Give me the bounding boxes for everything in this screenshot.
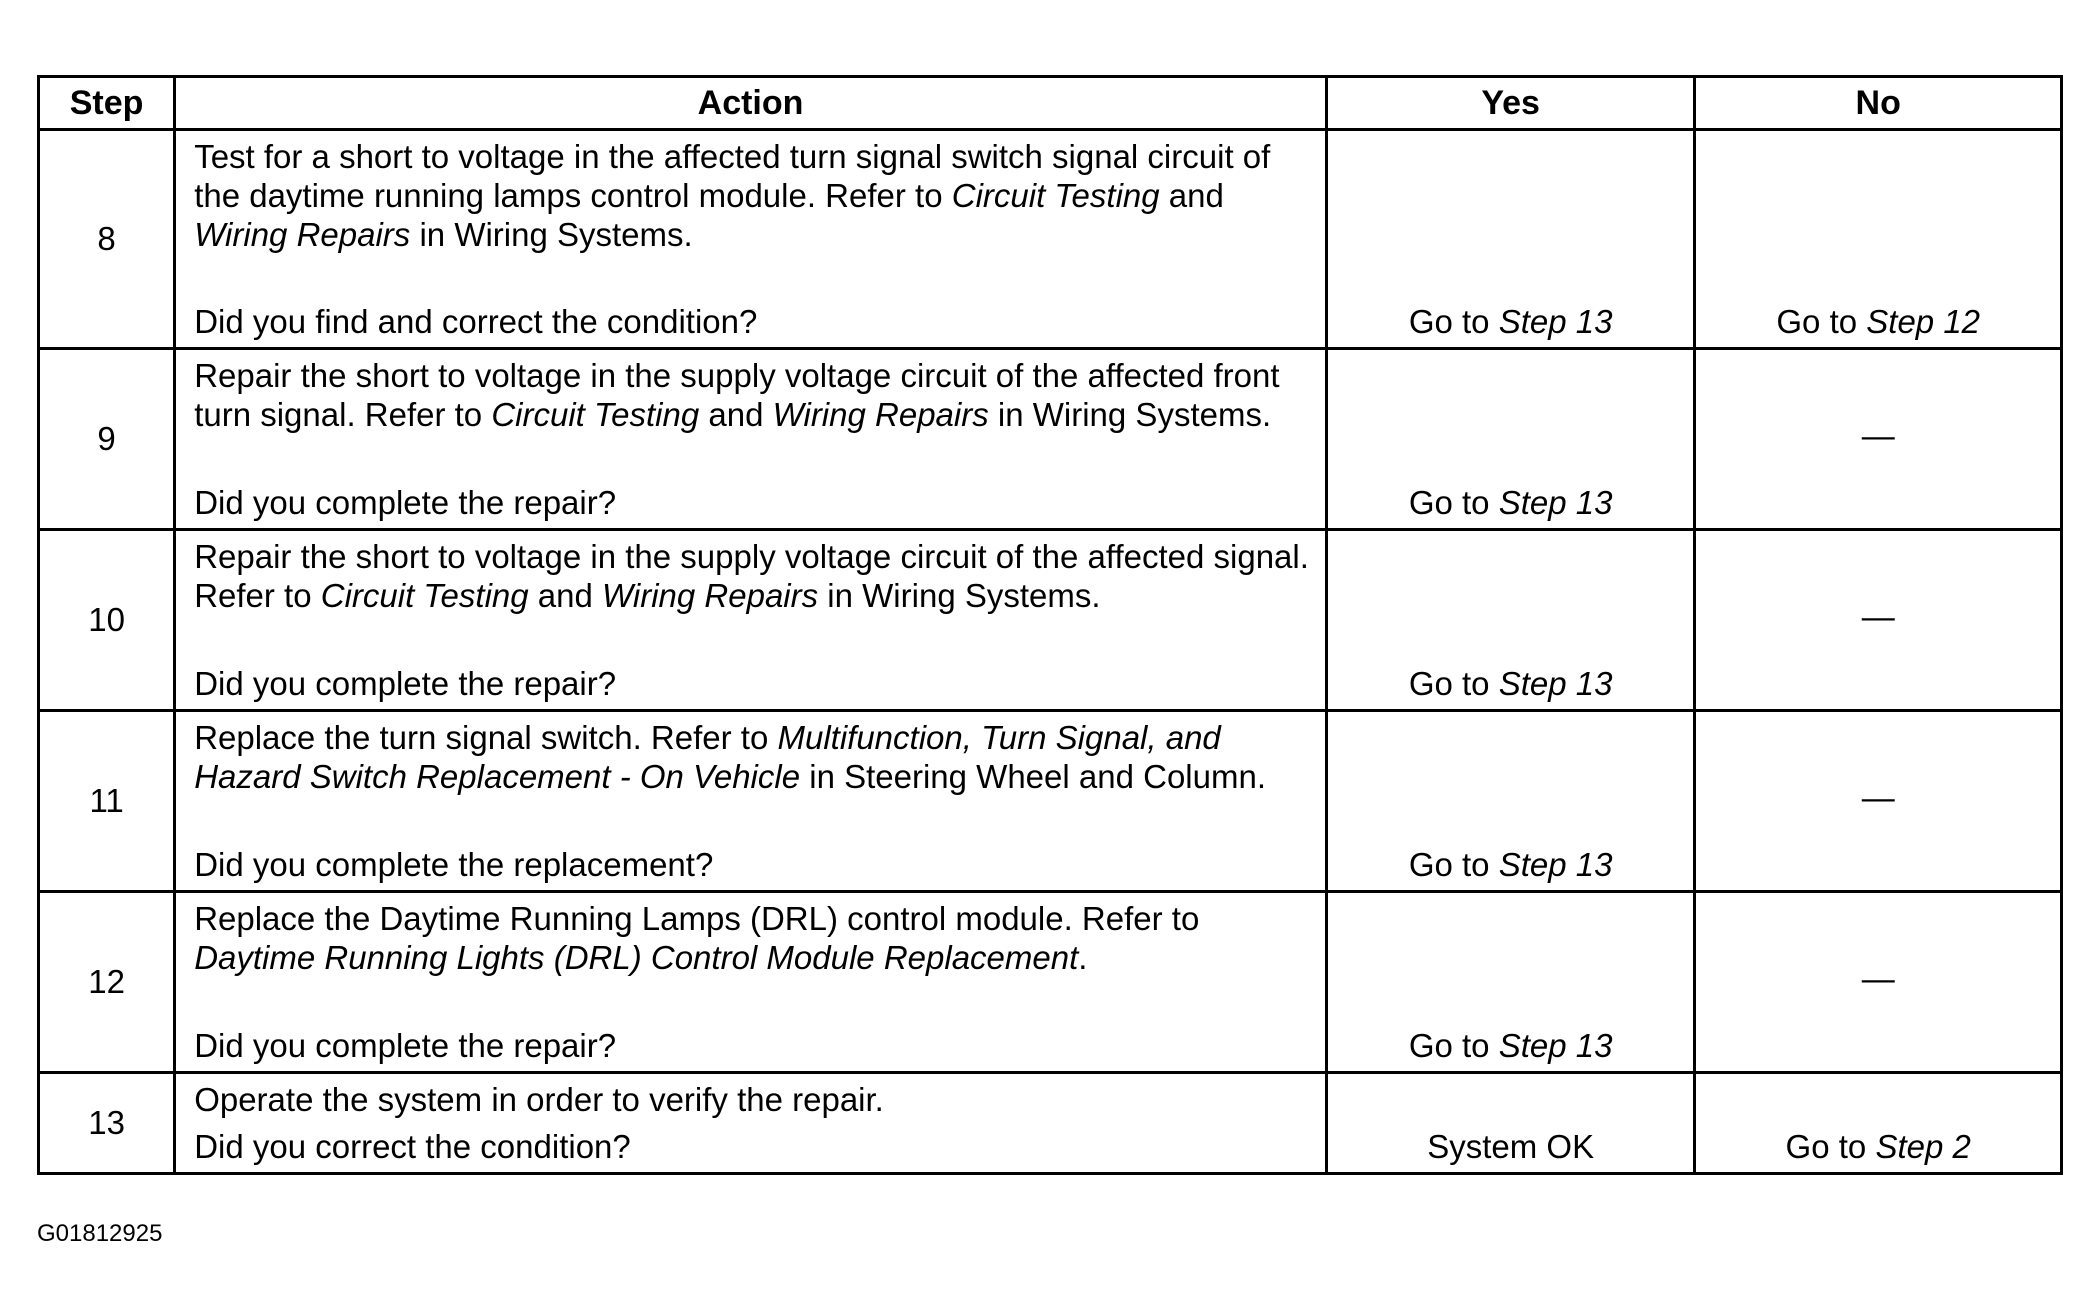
text-run: Operate the system in order to verify the repair. xyxy=(194,1081,884,1118)
table-row xyxy=(39,130,2062,349)
reference-link-text: Step 13 xyxy=(1498,303,1613,340)
step-number: 11 xyxy=(39,711,175,892)
figure-id: G01812925 xyxy=(37,1220,163,1247)
action-question: Did you complete the repair? xyxy=(194,665,617,702)
no-result xyxy=(1695,711,2062,892)
reference-link-text: Step 13 xyxy=(1498,846,1613,883)
text-run: Go to xyxy=(1408,484,1499,521)
text-run: Go to xyxy=(1408,665,1499,702)
header-row xyxy=(39,77,2062,130)
text-run: Repair the short to voltage in the supply voltage circuit of the affected signal. Refer to xyxy=(194,538,1309,614)
text-run: Repair the short to voltage in the supply voltage circuit of the affected front turn signal. Refer to xyxy=(194,357,1280,433)
reference-link-text: Circuit Testing xyxy=(491,396,700,433)
action-cell xyxy=(175,892,1327,1073)
yes-result xyxy=(1326,892,1695,1073)
text-run: Go to xyxy=(1408,303,1499,340)
table-row xyxy=(39,1073,2062,1174)
table-row xyxy=(39,892,2062,1073)
dash-mark: — xyxy=(1861,960,1895,997)
text-run: in Wiring Systems. xyxy=(988,396,1272,433)
text-run: in Wiring Systems. xyxy=(410,216,693,253)
text-run: Test for a short to voltage in the affected turn signal switch signal circuit of the daytime running lamps control module. Refer to xyxy=(194,138,1271,214)
reference-link-text: Circuit Testing xyxy=(951,177,1160,214)
yes-result xyxy=(1326,349,1695,530)
text-run: . xyxy=(1078,939,1088,976)
reference-link-text: Multifunction, Turn Signal, and Hazard Switch Replacement - On Vehicle xyxy=(194,719,1221,795)
text-run: System OK xyxy=(1427,1128,1595,1165)
text-run: Replace the Daytime Running Lamps (DRL) control module. Refer to xyxy=(194,900,1200,937)
reference-link-text: Step 13 xyxy=(1498,484,1613,521)
no-result xyxy=(1695,349,2062,530)
diagnostic-table xyxy=(37,75,2063,1175)
text-run: Go to xyxy=(1408,846,1499,883)
reference-link-text: Wiring Repairs xyxy=(194,216,411,253)
action-cell xyxy=(175,530,1327,711)
header-step: Step xyxy=(39,77,175,130)
text-run: and xyxy=(1159,177,1224,214)
action-instruction xyxy=(194,137,1309,254)
table-row xyxy=(39,711,2062,892)
no-result xyxy=(1695,892,2062,1073)
dash-mark: — xyxy=(1861,417,1895,454)
header-yes: Yes xyxy=(1326,77,1695,130)
action-instruction xyxy=(194,537,1309,615)
reference-link-text: Step 12 xyxy=(1866,303,1981,340)
text-run: Replace the turn signal switch. Refer to xyxy=(194,719,778,756)
reference-link-text: Step 13 xyxy=(1498,1027,1613,1064)
action-question: Did you complete the repair? xyxy=(194,484,617,521)
text-run: Go to xyxy=(1785,1128,1876,1165)
yes-result xyxy=(1326,1073,1695,1174)
header-no: No xyxy=(1695,77,2062,130)
action-question: Did you correct the condition? xyxy=(194,1128,631,1165)
action-cell xyxy=(175,1073,1327,1174)
text-run: in Wiring Systems. xyxy=(818,577,1101,614)
reference-link-text: Circuit Testing xyxy=(320,577,529,614)
action-instruction xyxy=(194,718,1309,796)
action-instruction xyxy=(194,899,1309,977)
action-question: Did you find and correct the condition? xyxy=(194,303,758,340)
dash-mark: — xyxy=(1861,779,1895,816)
action-question: Did you complete the replacement? xyxy=(194,846,714,883)
step-number: 9 xyxy=(39,349,175,530)
action-instruction xyxy=(194,356,1309,434)
step-number: 13 xyxy=(39,1073,175,1174)
no-result xyxy=(1695,530,2062,711)
reference-link-text: Step 13 xyxy=(1498,665,1613,702)
reference-link-text: Daytime Running Lights (DRL) Control Module Replacement xyxy=(194,939,1079,976)
text-run: Go to xyxy=(1408,1027,1499,1064)
action-cell xyxy=(175,349,1327,530)
no-result xyxy=(1695,130,2062,349)
reference-link-text: Wiring Repairs xyxy=(772,396,989,433)
action-instruction xyxy=(194,1080,1309,1119)
reference-link-text: Step 2 xyxy=(1875,1128,1971,1165)
table-row xyxy=(39,349,2062,530)
yes-result xyxy=(1326,130,1695,349)
text-run: in Steering Wheel and Column. xyxy=(800,758,1266,795)
header-action: Action xyxy=(175,77,1327,130)
no-result xyxy=(1695,1073,2062,1174)
text-run: and xyxy=(699,396,773,433)
step-number: 8 xyxy=(39,130,175,349)
step-number: 10 xyxy=(39,530,175,711)
action-question: Did you complete the repair? xyxy=(194,1027,617,1064)
text-run: and xyxy=(528,577,603,614)
action-cell xyxy=(175,711,1327,892)
step-number: 12 xyxy=(39,892,175,1073)
yes-result xyxy=(1326,530,1695,711)
table-row xyxy=(39,530,2062,711)
reference-link-text: Wiring Repairs xyxy=(602,577,819,614)
dash-mark: — xyxy=(1861,598,1895,635)
text-run: Go to xyxy=(1776,303,1867,340)
yes-result xyxy=(1326,711,1695,892)
action-cell xyxy=(175,130,1327,349)
